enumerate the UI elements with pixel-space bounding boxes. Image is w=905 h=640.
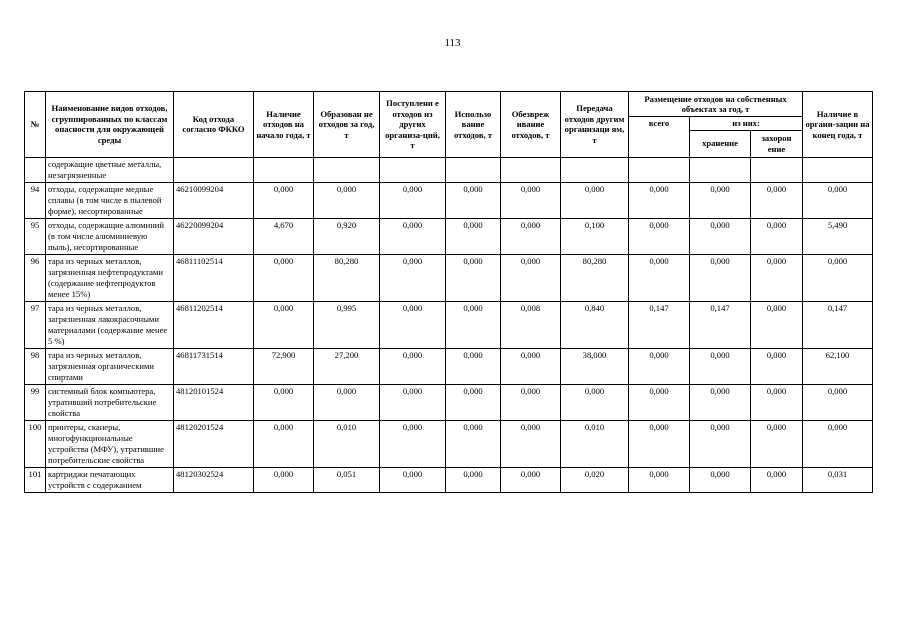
cell-total: 0,000 — [629, 467, 690, 492]
page-number: 113 — [444, 37, 461, 49]
cell-neutralized: 0,008 — [501, 301, 561, 348]
cell-name: содержащие цветные металлы, незагрязненные — [46, 157, 174, 182]
header-name: Наименование видов отходов, сгруппированных по классам опасности для окружающей среды — [46, 92, 174, 158]
cell-name: системный блок компьютера, утративший потребительские свойства — [46, 384, 174, 420]
cell-formed: 0,010 — [314, 420, 380, 467]
cell-received: 0,000 — [380, 384, 446, 420]
cell-neutralized: 0,000 — [501, 348, 561, 384]
cell-burial: 0,000 — [751, 348, 803, 384]
table-row-continuation — [25, 157, 873, 182]
cell-storage: 0,000 — [690, 182, 751, 218]
cell-code: 46811202514 — [174, 301, 254, 348]
cell-transferred: 0,840 — [561, 301, 629, 348]
cell-used: 0,000 — [446, 301, 501, 348]
cell-total: 0,147 — [629, 301, 690, 348]
cell-neutralized: 0,000 — [501, 182, 561, 218]
cell-storage: 0,000 — [690, 254, 751, 301]
cell-end: 5,490 — [803, 218, 873, 254]
cell-burial: 0,000 — [751, 182, 803, 218]
header-code: Код отхода согласно ФККО — [174, 92, 254, 158]
cell-no: 96 — [25, 254, 46, 301]
table-row — [25, 384, 873, 420]
header-start: Наличие отходов на начало года, т — [254, 92, 314, 158]
cell-code: 48120302524 — [174, 467, 254, 492]
cell-no: 97 — [25, 301, 46, 348]
cell-end: 0,000 — [803, 254, 873, 301]
cell-formed: 0,995 — [314, 301, 380, 348]
cell-total: 0,000 — [629, 384, 690, 420]
cell-transferred: 0,020 — [561, 467, 629, 492]
cell-no: 95 — [25, 218, 46, 254]
cell-burial: 0,000 — [751, 218, 803, 254]
header-burial: захорон ение — [751, 130, 803, 157]
cell-received: 0,000 — [380, 348, 446, 384]
cell-storage: 0,000 — [690, 218, 751, 254]
cell-formed: 80,280 — [314, 254, 380, 301]
cell-name: отходы, содержащие алюминий (в том числе алюминиевую пыль), несортированные — [46, 218, 174, 254]
cell-received: 0,000 — [380, 420, 446, 467]
table-row — [25, 218, 873, 254]
cell-formed: 27,200 — [314, 348, 380, 384]
header-transferred: Передача отходов другим организаци ям, т — [561, 92, 629, 158]
cell-no: 100 — [25, 420, 46, 467]
table-row — [25, 467, 873, 492]
cell-used: 0,000 — [446, 348, 501, 384]
cell-name: тара из черных металлов, загрязненная органическими спиртами — [46, 348, 174, 384]
cell-storage: 0,147 — [690, 301, 751, 348]
table-row — [25, 420, 873, 467]
cell-burial: 0,000 — [751, 254, 803, 301]
cell-total: 0,000 — [629, 254, 690, 301]
cell-no: 101 — [25, 467, 46, 492]
cell-used: 0,000 — [446, 254, 501, 301]
cell-start: 0,000 — [254, 301, 314, 348]
cell-start: 0,000 — [254, 254, 314, 301]
cell-start: 0,000 — [254, 182, 314, 218]
cell-received: 0,000 — [380, 254, 446, 301]
cell-burial: 0,000 — [751, 384, 803, 420]
cell-neutralized: 0,000 — [501, 420, 561, 467]
header-received: Поступлени е отходов из других организа-ций, т — [380, 92, 446, 158]
cell-end: 0,000 — [803, 420, 873, 467]
header-placement: Размещение отходов на собственных объектах за год, т — [629, 92, 803, 117]
table-row — [25, 348, 873, 384]
waste-table — [24, 91, 873, 493]
cell-total: 0,000 — [629, 182, 690, 218]
cell-code: 48120201524 — [174, 420, 254, 467]
cell-formed: 0,000 — [314, 182, 380, 218]
cell-name: картриджи печатающих устройств с содержанием — [46, 467, 174, 492]
cell-code: 46811731514 — [174, 348, 254, 384]
header-storage: хранение — [690, 130, 751, 157]
cell-received: 0,000 — [380, 467, 446, 492]
cell-transferred: 80,280 — [561, 254, 629, 301]
cell-formed: 0,051 — [314, 467, 380, 492]
cell-neutralized: 0,000 — [501, 218, 561, 254]
cell-burial: 0,000 — [751, 420, 803, 467]
table-header — [25, 92, 873, 158]
cell-burial: 0,000 — [751, 467, 803, 492]
cell-start: 0,000 — [254, 420, 314, 467]
cell-code: 48120101524 — [174, 384, 254, 420]
header-no: № — [25, 92, 46, 158]
cell-no: 99 — [25, 384, 46, 420]
cell-end: 0,000 — [803, 384, 873, 420]
cell-code: 46811102514 — [174, 254, 254, 301]
cell-end: 0,031 — [803, 467, 873, 492]
cell-code: 46220099204 — [174, 218, 254, 254]
cell-used: 0,000 — [446, 182, 501, 218]
cell-no: 98 — [25, 348, 46, 384]
header-of-them: из них: — [690, 117, 803, 131]
cell-neutralized: 0,000 — [501, 254, 561, 301]
cell-neutralized: 0,000 — [501, 384, 561, 420]
cell-start: 4,670 — [254, 218, 314, 254]
header-formed: Образован не отходов за год, т — [314, 92, 380, 158]
cell-used: 0,000 — [446, 218, 501, 254]
cell-name: тара из черных металлов, загрязненная нефтепродуктами (содержание нефтепродуктов менее 15%) — [46, 254, 174, 301]
header-total: всего — [629, 117, 690, 158]
cell-formed: 0,920 — [314, 218, 380, 254]
cell-name: принтеры, сканеры, многофункциональные устройства (МФУ), утратившие потребительские свойства — [46, 420, 174, 467]
cell-start: 0,000 — [254, 467, 314, 492]
table-row — [25, 254, 873, 301]
cell-end: 0,147 — [803, 301, 873, 348]
cell-received: 0,000 — [380, 301, 446, 348]
cell-total: 0,000 — [629, 218, 690, 254]
cell-storage: 0,000 — [690, 384, 751, 420]
cell-neutralized: 0,000 — [501, 467, 561, 492]
cell-end: 62,100 — [803, 348, 873, 384]
cell-no: 94 — [25, 182, 46, 218]
cell-used: 0,000 — [446, 384, 501, 420]
cell-transferred: 0,100 — [561, 218, 629, 254]
cell-used: 0,000 — [446, 467, 501, 492]
cell-transferred: 0,010 — [561, 420, 629, 467]
cell-start: 0,000 — [254, 384, 314, 420]
cell-transferred: 38,000 — [561, 348, 629, 384]
cell-received: 0,000 — [380, 182, 446, 218]
header-neutralized: Обезвреж ивание отходов, т — [501, 92, 561, 158]
cell-used: 0,000 — [446, 420, 501, 467]
cell-transferred: 0,000 — [561, 182, 629, 218]
cell-received: 0,000 — [380, 218, 446, 254]
cell-start: 72,900 — [254, 348, 314, 384]
cell-storage: 0,000 — [690, 348, 751, 384]
cell-code: 46210099204 — [174, 182, 254, 218]
cell-storage: 0,000 — [690, 420, 751, 467]
cell-transferred: 0,000 — [561, 384, 629, 420]
cell-total: 0,000 — [629, 420, 690, 467]
cell-total: 0,000 — [629, 348, 690, 384]
table-row — [25, 301, 873, 348]
cell-formed: 0,000 — [314, 384, 380, 420]
cell-storage: 0,000 — [690, 467, 751, 492]
table-row — [25, 182, 873, 218]
cell-name: отходы, содержащие медные сплавы (в том числе в пылевой форме), несортированные — [46, 182, 174, 218]
cell-burial: 0,000 — [751, 301, 803, 348]
header-end: Наличие в органи-зации на конец года, т — [803, 92, 873, 158]
cell-name: тара из черных металлов, загрязненная лакокрасочными материалами (содержание менее 5 %) — [46, 301, 174, 348]
cell-end: 0,000 — [803, 182, 873, 218]
header-used: Использо вание отходов, т — [446, 92, 501, 158]
table-body — [25, 157, 873, 492]
